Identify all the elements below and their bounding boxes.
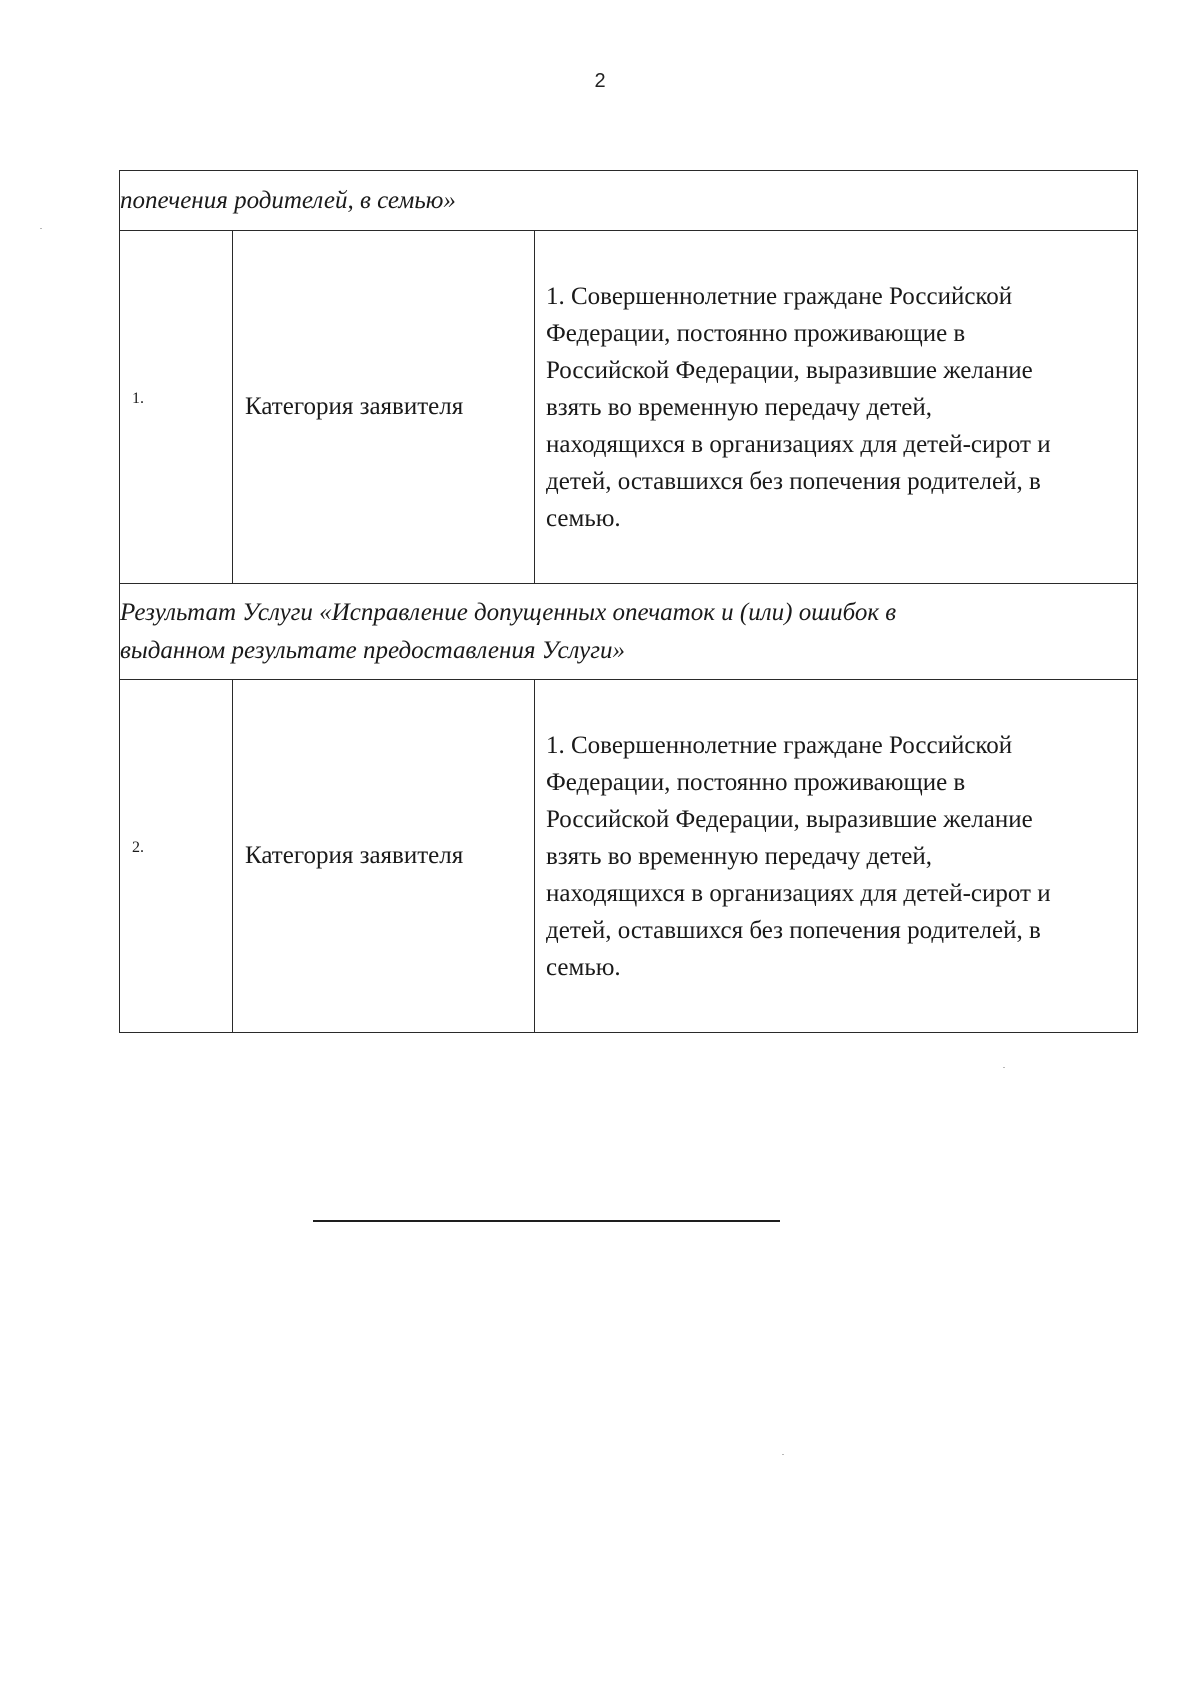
description-line: взять во временную передачу детей,	[546, 393, 932, 421]
row-label: Категория заявителя	[245, 842, 464, 869]
description-line: семью.	[546, 953, 621, 981]
continuation-header-cell	[120, 171, 1138, 231]
row-label-cell	[233, 231, 535, 584]
section-header-line: Результат Услуги «Исправление допущенных опечаток и (или) ошибок в	[120, 598, 897, 626]
continuation-header-text: попечения родителей, в семью»	[120, 186, 456, 214]
row-label-cell	[233, 680, 535, 1033]
row-number: 2.	[132, 839, 144, 856]
scan-speck	[1003, 1067, 1005, 1068]
row-number-cell	[120, 680, 233, 1033]
continuation-header-row	[120, 171, 1138, 231]
description-line: взять во временную передачу детей,	[546, 842, 932, 870]
table-row	[120, 231, 1138, 584]
description-line: Российской Федерации, выразившие желание	[546, 805, 1033, 833]
description-line: детей, оставшихся без попечения родителей, в	[546, 467, 1041, 495]
row-number-cell	[120, 231, 233, 584]
row-label: Категория заявителя	[245, 393, 464, 420]
description-line: Федерации, постоянно проживающие в	[546, 319, 966, 347]
description-line: 1. Совершеннолетние граждане Российской	[546, 282, 1013, 310]
section-header-row	[120, 584, 1138, 680]
section-header-cell	[120, 584, 1138, 680]
section-header-line: выданном результате предоставления Услуги»	[120, 636, 625, 664]
table-row	[120, 680, 1138, 1033]
page-number: 2	[594, 70, 606, 92]
description-line: 1. Совершеннолетние граждане Российской	[546, 731, 1013, 759]
description-line: семью.	[546, 504, 621, 532]
description-line: детей, оставшихся без попечения родителей, в	[546, 916, 1041, 944]
scan-speck	[782, 1454, 784, 1455]
row-number: 1.	[132, 390, 144, 407]
signature-separator-line	[313, 1220, 780, 1222]
row-description-cell	[535, 680, 1138, 1033]
row-description-cell	[535, 231, 1138, 584]
description-line: находящихся в организациях для детей-сирот и	[546, 430, 1051, 458]
applicant-category-table	[119, 170, 1138, 1033]
scan-speck	[40, 228, 42, 229]
description-line: Российской Федерации, выразившие желание	[546, 356, 1033, 384]
description-line: находящихся в организациях для детей-сирот и	[546, 879, 1051, 907]
description-line: Федерации, постоянно проживающие в	[546, 768, 966, 796]
